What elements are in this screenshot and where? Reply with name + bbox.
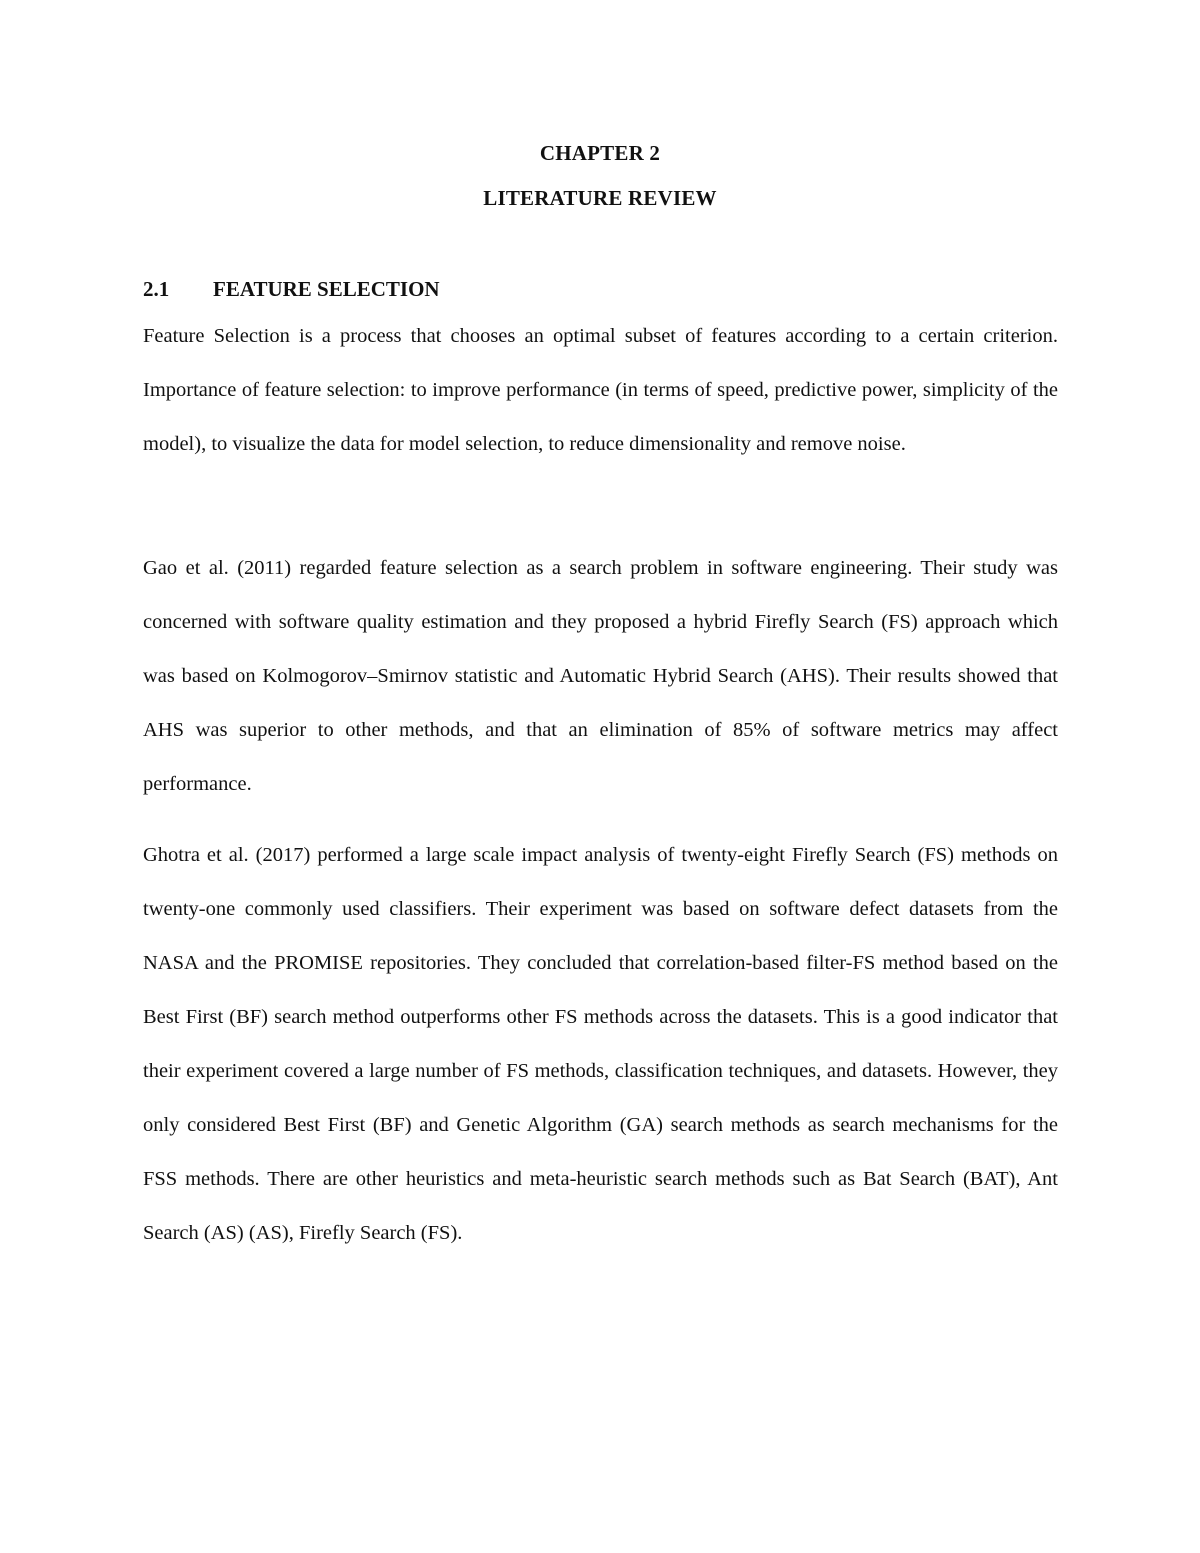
paragraph-ghotra-et-al: Ghotra et al. (2017) performed a large scale impact analysis of twenty-eight Firefly Search (FS) methods on twenty-one commonly used classifiers. Their experiment was based on software defect datasets from the NASA and the PROMISE repositories. They concluded that correlation-based filter-FS method based on the Best First (BF) search method outperforms other FS methods across the datasets. This is a good indicator that their experiment covered a large number of FS methods, classification techniques, and datasets. However, they only considered Best First (BF) and Genetic Algorithm (GA) search methods as search mechanisms for the FSS methods. There are other heuristics and meta-heuristic search methods such as Bat Search (BAT), Ant Search (AS) (AS), Firefly Search (FS).	[143, 844, 1058, 1244]
chapter-number: CHAPTER 2	[539, 141, 661, 165]
section-title: FEATURE SELECTION	[213, 277, 440, 301]
paragraph-feature-selection-definition: Feature Selection is a process that chooses an optimal subset of features according to a certain criterion. Importance of feature selection: to improve performance (in terms of speed, predictive power, simplicity of the model), to visualize the data for model selection, to reduce dimensionality and remove noise.	[143, 325, 1058, 455]
section-number: 2.1	[143, 277, 170, 301]
section-heading	[143, 277, 440, 302]
paragraph-gao-et-al: Gao et al. (2011) regarded feature selection as a search problem in software engineering. Their study was concerned with software quality estimation and they proposed a hybrid Firefly Search (FS) approach which was based on Kolmogorov–Smirnov statistic and Automatic Hybrid Search (AHS). Their results showed that AHS was superior to other methods, and that an elimination of 85% of software metrics may affect performance.	[143, 557, 1058, 795]
chapter-title: LITERATURE REVIEW	[483, 186, 717, 210]
